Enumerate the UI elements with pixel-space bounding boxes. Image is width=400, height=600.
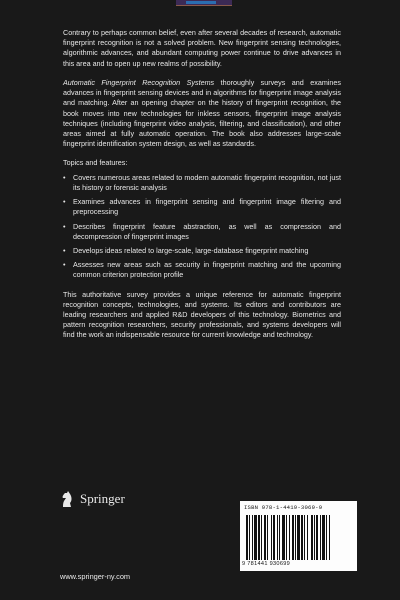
bullet-icon: •	[63, 245, 66, 255]
isbn-barcode	[240, 501, 357, 571]
topic-text: Assesses new areas such as security in fingerprint matching and the upcoming common criterion protection profile	[73, 260, 341, 280]
summary-text: thoroughly surveys and examines advances in fingerprint sensing devices and in algorithms for fingerprint image analysis and matching. After an opening chapter on the history of fingerprint recognition, the book moves into new technologies for inkless sensors, fingerprint image analysis techniques (including fingerprint video analysis, filtering, and classification), and other areas aimed at fully automatic operation. The book also addresses large-scale fingerprint identification system design, as well as standards.	[63, 77, 341, 149]
summary-paragraph	[63, 78, 341, 150]
topic-item	[63, 222, 341, 242]
topic-text: Examines advances in fingerprint sensing and fingerprint image filtering and preprocessing	[73, 197, 341, 217]
knight-icon	[60, 490, 74, 508]
topic-text: Describes fingerprint feature abstraction, as well as compression and decompression of fingerprint images	[73, 221, 341, 241]
topic-item	[63, 197, 341, 217]
topic-text: Covers numerous areas related to modern automatic fingerprint recognition, not just its history or forensic analysis	[73, 172, 341, 192]
topics-heading: Topics and features:	[63, 158, 128, 168]
description-block	[63, 28, 341, 350]
bullet-icon: •	[63, 221, 66, 231]
publisher-name: Springer	[80, 491, 125, 506]
bullet-icon: •	[63, 197, 66, 207]
closing-paragraph: This authoritative survey provides a unique reference for automatic fingerprint recognition concepts, technologies, and systems. Its editors and contributors are leading researchers and applied R&D developers of this technology. Biometrics and pattern recognition researchers, security professionals, and systems developers will find the work an indispensable resource for current knowledge and technology.	[63, 289, 341, 340]
topic-item	[63, 173, 341, 193]
ean-number: 9 781441 930699	[242, 561, 291, 567]
publisher-url: www.springer-ny.com	[60, 572, 131, 581]
spine-edge-decoration	[176, 0, 232, 6]
publisher-logo	[60, 490, 125, 508]
barcode-bars	[246, 515, 351, 560]
isbn-number: ISBN 978-1-4419-3069-9	[244, 504, 323, 511]
bullet-icon: •	[63, 172, 66, 182]
intro-paragraph: Contrary to perhaps common belief, even after several decades of research, automatic fingerprint recognition is not a solved problem. New fingerprint sensing technologies, algorithmic advances, and abundant computing power continue to drive advances in this area and to open up new realms of possibility.	[63, 28, 341, 68]
topic-item	[63, 260, 341, 280]
topic-item	[63, 246, 341, 256]
book-title-italic: Automatic Fingerprint Recognition Systems	[63, 77, 215, 87]
topic-text: Develops ideas related to large-scale, large-database fingerprint matching	[73, 245, 309, 255]
topics-list	[63, 173, 341, 281]
bullet-icon: •	[63, 260, 66, 270]
